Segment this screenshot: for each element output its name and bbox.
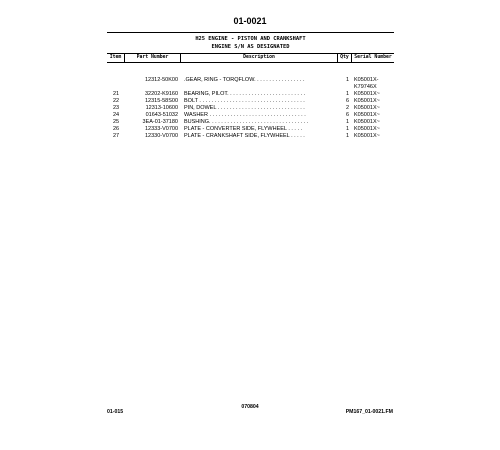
column-header-row [107,53,394,63]
cell-serial-number: K05001X~ [354,133,380,139]
cell-qty [338,84,352,91]
cell-serial-number: K05001X~ [354,119,380,125]
cell-qty: 6 [345,98,349,104]
footer-page-number: 01-015 [107,409,124,415]
cell-part-number [125,84,181,91]
cell-part-number: 01643-51032 [145,112,178,118]
cell-description: WASHER . . . . . . . . . . . . . . . . . . . . . . . . . . . . . . . . [184,112,306,118]
cell-item: 23 [112,105,120,111]
cell-serial-number: K05001X~ [354,91,380,97]
cell-description: BOLT . . . . . . . . . . . . . . . . . . . . . . . . . . . . . . . . . . . [184,98,305,104]
table-title-line1: H25 ENGINE - PISTON AND CRANKSHAFT [195,36,306,42]
table-row [107,98,394,105]
cell-item: 26 [112,126,120,132]
cell-serial-number: K05001X~ [354,126,380,132]
footer-date-code: 070804 [241,404,259,410]
cell-description [181,84,338,91]
column-header-item: Item [107,54,125,62]
table-title-line2: ENGINE S/N AS DESIGNATED [211,44,290,50]
cell-item [107,77,125,84]
cell-serial-number: K79746X [354,84,377,90]
table-row [107,105,394,112]
cell-description: PLATE - CONVERTER SIDE, FLYWHEEL . . . . . [184,126,303,132]
cell-part-number: 32202-K9160 [144,91,178,97]
page-title: 01-0021 [233,16,267,26]
cell-item: 27 [112,133,120,139]
cell-item: 21 [112,91,120,97]
cell-serial-number: K05001X~ [354,98,380,104]
table-row [107,84,394,91]
cell-description: .GEAR, RING - TORQFLOW. . . . . . . . . . . . . . . . . [184,77,305,83]
column-header-description: Description [181,54,338,62]
cell-part-number: 3EA-01-37180 [142,119,178,125]
table-row [107,112,394,119]
cell-item: 22 [112,98,120,104]
cell-qty: 2 [345,105,349,111]
table-title [107,33,394,51]
cell-part-number: 12315-58S00 [144,98,178,104]
table-row [107,77,394,84]
cell-part-number: 12333-V0700 [144,126,178,132]
cell-description: PIN, DOWEL . . . . . . . . . . . . . . . . . . . . . . . . . . . . . [184,105,305,111]
cell-qty: 1 [345,77,349,83]
cell-qty: 6 [345,112,349,118]
cell-part-number: 12312-50K00 [144,77,178,83]
cell-item: 25 [112,119,120,125]
cell-serial-number: K05001X- [354,77,379,83]
cell-qty: 1 [345,119,349,125]
parts-table [107,32,394,140]
column-header-part-number: Part Number [125,54,181,62]
column-header-qty: Qty [338,54,352,62]
table-row [107,91,394,98]
table-row [107,126,394,133]
table-row [107,119,394,126]
cell-item: 24 [112,112,120,118]
cell-serial-number: K05001X~ [354,112,380,118]
cell-item [107,84,125,91]
cell-description: BEARING, PILOT. . . . . . . . . . . . . . . . . . . . . . . . . . [184,91,306,97]
cell-description: PLATE - CRANKSHAFT SIDE, FLYWHEEL . . . . . [184,133,305,139]
cell-serial-number: K05001X~ [354,105,380,111]
table-body [107,63,394,140]
cell-qty: 1 [345,91,349,97]
footer-file-name: PM167_01-0021.FM [345,409,393,415]
cell-qty: 1 [345,133,349,139]
column-header-serial-number: Serial Number [354,55,392,60]
table-row [107,133,394,140]
cell-part-number: 12313-10600 [145,105,178,111]
cell-description: BUSHING. . . . . . . . . . . . . . . . . . . . . . . . . . . . . . . . . [184,119,309,125]
cell-part-number: 12330-V0700 [144,133,178,139]
cell-qty: 1 [345,126,349,132]
